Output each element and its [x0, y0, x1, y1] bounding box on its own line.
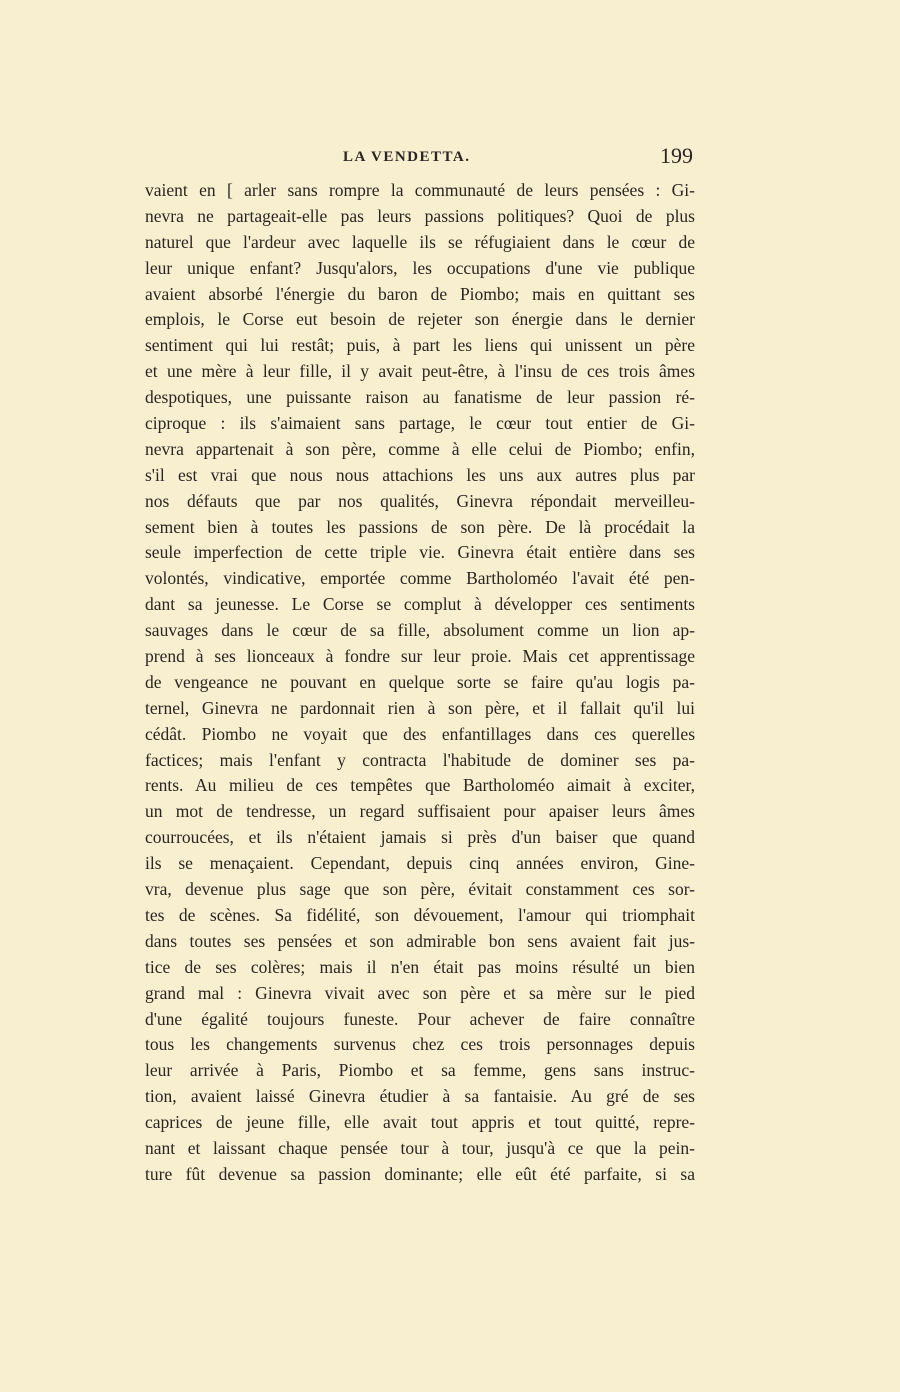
text-line: despotiques, une puissante raison au fanatisme de leur passion ré- — [145, 387, 695, 408]
text-line: sentiment qui lui restât; puis, à part les liens qui unissent un père — [145, 335, 695, 356]
text-line: ciproque : ils s'aimaient sans partage, le cœur tout entier de Gi- — [145, 413, 695, 434]
text-line: tice de ses colères; mais il n'en était pas moins résulté un bien — [145, 956, 695, 977]
text-line: tes de scènes. Sa fidélité, son dévouement, l'amour qui triomphait — [145, 904, 695, 925]
text-line: emplois, le Corse eut besoin de rejeter son énergie dans le dernier — [145, 309, 695, 330]
text-line: grand mal : Ginevra vivait avec son père et sa mère sur le pied — [145, 982, 695, 1003]
page-number: 199 — [660, 143, 693, 168]
text-line: caprices de jeune fille, elle avait tout appris et tout quitté, repre- — [145, 1112, 695, 1133]
text-line: tous les changements survenus chez ces trois personnages depuis — [145, 1034, 695, 1055]
text-line: et une mère à leur fille, il y avait peut-être, à l'insu de ces trois âmes — [145, 361, 695, 382]
text-line: volontés, vindicative, emportée comme Bartholoméo l'avait été pen- — [145, 568, 695, 589]
text-line: vaient en [ arler sans rompre la communauté de leurs pensées : Gi- — [145, 180, 695, 200]
text-line: nevra appartenait à son père, comme à elle celui de Piombo; enfin, — [145, 438, 695, 459]
text-line: prend à ses lionceaux à fondre sur leur proie. Mais cet apprentissage — [145, 646, 695, 667]
text-line: dant sa jeunesse. Le Corse se complut à développer ces sentiments — [145, 594, 695, 615]
text-line: ils se menaçaient. Cependant, depuis cinq années environ, Gine- — [145, 853, 695, 874]
page-header — [145, 143, 695, 173]
text-line: nos défauts que par nos qualités, Ginevra répondait merveilleu- — [145, 490, 695, 511]
text-line: nant et laissant chaque pensée tour à tour, jusqu'à ce que la pein- — [145, 1137, 695, 1158]
text-line: ture fût devenue sa passion dominante; elle eût été parfaite, si sa — [145, 1163, 695, 1184]
text-line: courroucées, et ils n'étaient jamais si près d'un baiser que quand — [145, 827, 695, 848]
text-line: leur arrivée à Paris, Piombo et sa femme, gens sans instruc- — [145, 1060, 695, 1081]
text-line: factices; mais l'enfant y contracta l'habitude de dominer ses pa- — [145, 749, 695, 770]
text-line: dans toutes ses pensées et son admirable bon sens avaient fait jus- — [145, 930, 695, 951]
running-title: LA VENDETTA. — [343, 149, 471, 165]
text-line: de vengeance ne pouvant en quelque sorte se faire qu'au logis pa- — [145, 671, 695, 692]
text-line: rents. Au milieu de ces tempêtes que Bartholoméo aimait à exciter, — [145, 775, 695, 796]
text-line: s'il est vrai que nous nous attachions les uns aux autres plus par — [145, 464, 695, 485]
text-line: avaient absorbé l'énergie du baron de Piombo; mais en quittant ses — [145, 283, 695, 304]
text-line: d'une égalité toujours funeste. Pour achever de faire connaître — [145, 1008, 695, 1029]
text-line: ternel, Ginevra ne pardonnait rien à son père, et il fallait qu'il lui — [145, 697, 695, 718]
text-line: sauvages dans le cœur de sa fille, absolument comme un lion ap- — [145, 620, 695, 641]
text-line: vra, devenue plus sage que son père, évitait constamment ces sor- — [145, 879, 695, 900]
text-line: nevra ne partageait-elle pas leurs passions politiques? Quoi de plus — [145, 205, 695, 226]
text-line: un mot de tendresse, un regard suffisaient pour apaiser leurs âmes — [145, 801, 695, 822]
page-body-text — [145, 178, 695, 1188]
text-line: leur unique enfant? Jusqu'alors, les occupations d'une vie publique — [145, 257, 695, 278]
text-line: cédât. Piombo ne voyait que des enfantillages dans ces querelles — [145, 723, 695, 744]
text-line: sement bien à toutes les passions de son père. De là procédait la — [145, 516, 695, 537]
text-line: tion, avaient laissé Ginevra étudier à sa fantaisie. Au gré de ses — [145, 1086, 695, 1107]
text-line: naturel que l'ardeur avec laquelle ils se réfugiaient dans le cœur de — [145, 231, 695, 252]
text-line: seule imperfection de cette triple vie. Ginevra était entière dans ses — [145, 542, 695, 563]
